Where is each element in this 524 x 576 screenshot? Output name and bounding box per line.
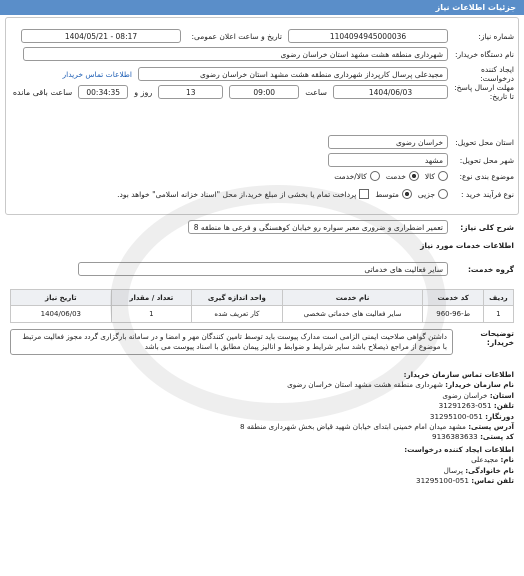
table-cell: ط-96-960 bbox=[423, 306, 483, 323]
row-need-number bbox=[21, 29, 514, 43]
process-label: نوع فرآیند خرید : bbox=[460, 189, 514, 199]
creator-family: پرسال bbox=[443, 465, 463, 475]
checkbox-icon bbox=[359, 189, 369, 199]
buyer-label: نام دستگاه خریدار: bbox=[454, 49, 514, 59]
remain-time-field[interactable]: 00:34:35 bbox=[78, 85, 128, 99]
radio-icon bbox=[370, 171, 380, 181]
need-number-label: شماره نیاز: bbox=[478, 31, 514, 41]
process-minor-radio[interactable]: جزیی bbox=[418, 189, 448, 199]
radio-checked-icon bbox=[402, 189, 412, 199]
row-deadline bbox=[13, 83, 514, 101]
group-label: گروه خدمت: bbox=[467, 264, 514, 274]
province-field[interactable]: خراسان رضوی bbox=[328, 135, 448, 149]
contact-fax: 051-31295100 bbox=[429, 411, 483, 421]
radio-icon bbox=[438, 189, 448, 199]
announce-label: تاریخ و ساعت اعلان عمومی: bbox=[191, 31, 282, 41]
col-unit: واحد اندازه گیری bbox=[192, 290, 283, 306]
page-title: جزئیات اطلاعات نیاز bbox=[435, 3, 516, 12]
radio-checked-icon bbox=[409, 171, 419, 181]
deadline-date-field[interactable]: 1404/06/03 bbox=[333, 85, 448, 99]
col-name: نام خدمت bbox=[282, 290, 423, 306]
notes-label: توضیحات خریدار: bbox=[480, 329, 514, 347]
deadline-label: مهلت ارسال پاسخ: تا تاریخ: bbox=[454, 83, 514, 101]
radio-icon bbox=[438, 171, 448, 181]
description-field[interactable]: تعمیر اضطراری و ضروری معبر سواره رو خیابان کوهسنگی و فرعی ها منطقه 8 bbox=[188, 220, 448, 234]
row-buyer bbox=[23, 47, 514, 61]
category-both-radio[interactable]: کالا/خدمت bbox=[334, 171, 380, 181]
remain-word: ساعت باقی مانده bbox=[12, 87, 73, 97]
contact-section: اطلاعات تماس سازمان خریدار: نام سازمان خریدار: شهرداری منطقه هشت مشهد استان خراسان رضوی استان: خراسان رضوی تلفن: 051-31291263 دورنگار: 051-31295100 آدرس پستی: مشهد میدان امام خمینی ابتدای خیابان شهید قیاض بخش شهرداری منطقه 8 کد پستی: 9136383633 اطلاعات ایجاد کننده درخواست: نام: مجیدعلی نام خانوادگی: پرسال تلفن تماس: 051-31295100 bbox=[239, 370, 514, 486]
city-label: شهر محل تحویل: bbox=[459, 155, 514, 165]
category-label: موضوع بندی نوع: bbox=[459, 171, 514, 181]
col-qty: تعداد / مقدار bbox=[111, 290, 191, 306]
deadline-time-field[interactable]: 09:00 bbox=[229, 85, 299, 99]
contact-province: خراسان رضوی bbox=[442, 390, 488, 400]
city-field[interactable]: مشهد bbox=[328, 153, 448, 167]
group-field[interactable]: سایر فعالیت های خدماتی bbox=[78, 262, 448, 276]
row-province bbox=[328, 135, 514, 149]
contact-zip: 9136383633 bbox=[432, 432, 478, 442]
watermark-logo bbox=[110, 185, 446, 421]
contact-phone: 051-31291263 bbox=[438, 401, 492, 411]
time-word: ساعت bbox=[305, 87, 327, 97]
creator-field[interactable]: مجیدعلی پرسال کارپرداز شهرداری منطقه هشت مشهد استان خراسان رضوی bbox=[138, 67, 448, 81]
buyer-contact-link[interactable]: اطلاعات تماس خریدار bbox=[62, 69, 132, 79]
treasury-note: پرداخت تمام یا بخشی از مبلغ خرید،از محل "اسناد خزانه اسلامی" خواهد بود. bbox=[117, 189, 357, 199]
col-date: تاریخ نیاز bbox=[11, 290, 112, 306]
table-cell: 1 bbox=[483, 306, 513, 323]
need-number-field[interactable]: 1104094945000036 bbox=[288, 29, 448, 43]
table-cell: سایر فعالیت های خدماتی شخصی bbox=[282, 306, 423, 323]
table-cell: 1404/06/03 bbox=[11, 306, 112, 323]
category-service-radio[interactable]: خدمت bbox=[386, 171, 419, 181]
description-label: شرح کلی نیاز: bbox=[460, 222, 514, 232]
days-field[interactable]: 13 bbox=[158, 85, 223, 99]
category-goods-radio[interactable]: کالا bbox=[425, 171, 448, 181]
creator-title: اطلاعات ایجاد کننده درخواست: bbox=[404, 444, 514, 454]
row-creator bbox=[63, 65, 515, 83]
buyer-field[interactable]: شهرداری منطقه هشت مشهد استان خراسان رضوی bbox=[23, 47, 448, 61]
creator-phone: 051-31295100 bbox=[416, 476, 469, 486]
contact-org: شهرداری منطقه هشت مشهد استان خراسان رضوی bbox=[287, 380, 443, 390]
creator-name: مجیدعلی bbox=[471, 455, 499, 465]
contact-address: مشهد میدان امام خمینی ابتدای خیابان شهید قیاض بخش شهرداری منطقه 8 bbox=[239, 422, 466, 432]
notes-field: داشتن گواهی صلاحیت ایمنی الزامی است مدارک پیوست باید توسط تامین کنندگان مهر و امضا و در سامانه بارگزاری گردد مجوز فعالیت مرتبط با موضوع از مراجع ذیصلاح باشد سایر شرایط و ضوابط و انالیز پیمان مطابق با اسناد پیوست می باشد bbox=[10, 329, 453, 355]
col-code: کد خدمت bbox=[423, 290, 483, 306]
row-city bbox=[328, 153, 514, 167]
col-row: ردیف bbox=[483, 290, 513, 306]
province-label: استان محل تحویل: bbox=[455, 137, 514, 147]
creator-label: ایجاد کننده درخواست: bbox=[480, 65, 514, 83]
announce-field[interactable]: 1404/05/21 - 08:17 bbox=[21, 29, 181, 43]
table-cell: کار تعریف شده bbox=[192, 306, 283, 323]
process-medium-radio[interactable]: متوسط bbox=[375, 189, 412, 199]
row-category bbox=[334, 171, 514, 181]
services-title: اطلاعات خدمات مورد نیاز bbox=[420, 241, 514, 250]
table-cell: 1 bbox=[111, 306, 191, 323]
days-word: روز و bbox=[134, 87, 153, 97]
page-header bbox=[0, 0, 524, 15]
contact-title: اطلاعات تماس سازمان خریدار: bbox=[403, 370, 514, 379]
